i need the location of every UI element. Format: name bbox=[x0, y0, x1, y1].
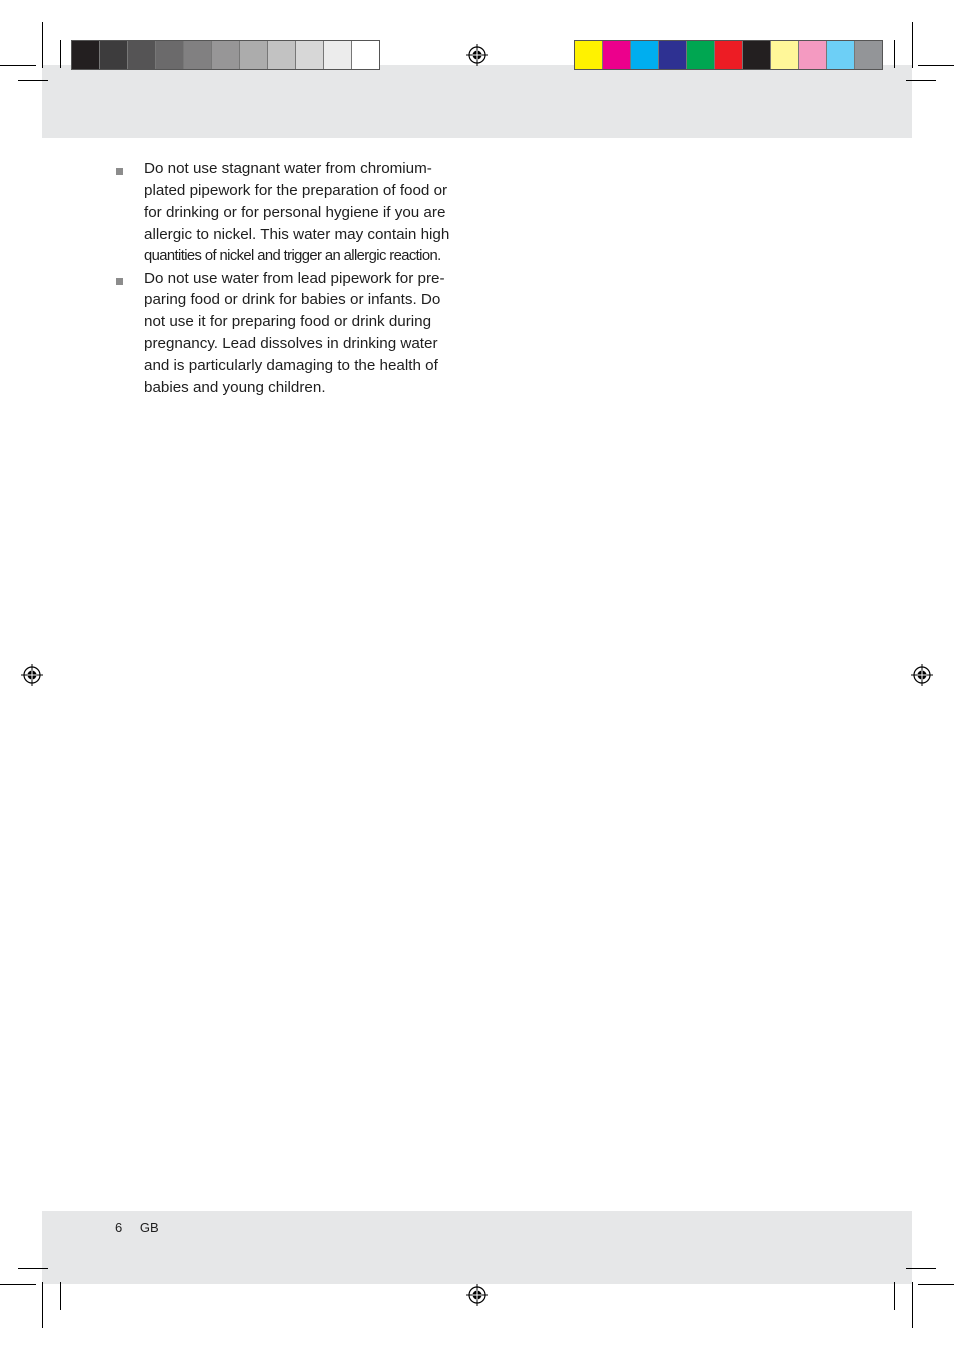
bullet-line: plated pipework for the preparation of food or bbox=[144, 181, 448, 199]
crop-mark bbox=[18, 1268, 48, 1269]
crop-mark bbox=[60, 1282, 61, 1310]
color-swatch bbox=[659, 41, 687, 69]
bullet-square-icon bbox=[116, 278, 123, 285]
color-swatch bbox=[212, 41, 240, 69]
bullet-line: and is particularly damaging to the health of bbox=[144, 357, 438, 375]
color-swatch bbox=[687, 41, 715, 69]
color-swatch bbox=[268, 41, 296, 69]
crop-mark bbox=[906, 1268, 936, 1269]
crop-mark bbox=[912, 22, 913, 68]
color-swatch bbox=[100, 41, 128, 69]
safety-instructions bbox=[116, 158, 476, 399]
bullet-square-icon bbox=[116, 168, 123, 175]
color-swatch bbox=[72, 41, 100, 69]
crop-mark bbox=[918, 65, 954, 66]
crop-mark bbox=[894, 40, 895, 68]
registration-mark-icon bbox=[21, 664, 43, 686]
crop-mark bbox=[912, 1282, 913, 1328]
language-code: GB bbox=[139, 1220, 159, 1235]
registration-mark-icon bbox=[911, 664, 933, 686]
crop-mark bbox=[0, 65, 36, 66]
page-footer bbox=[115, 1220, 159, 1235]
color-swatch bbox=[296, 41, 324, 69]
crop-mark bbox=[18, 80, 48, 81]
bullet-line: babies and young children. bbox=[144, 379, 326, 397]
header-band bbox=[42, 65, 912, 138]
color-swatch bbox=[240, 41, 268, 69]
color-swatch bbox=[771, 41, 799, 69]
color-swatch bbox=[603, 41, 631, 69]
color-swatch bbox=[827, 41, 855, 69]
bullet-line: Do not use stagnant water from chromium- bbox=[144, 160, 432, 177]
color-swatch bbox=[324, 41, 352, 69]
page-number: 6 bbox=[115, 1220, 123, 1235]
color-swatch bbox=[184, 41, 212, 69]
bullet-line: paring food or drink for babies or infants. Do bbox=[144, 291, 441, 309]
bullet-line: Do not use water from lead pipework for pre- bbox=[144, 269, 445, 287]
bullet-line: not use it for preparing food or drink during bbox=[144, 313, 432, 331]
color-swatch bbox=[631, 41, 659, 69]
color-swatch bbox=[715, 41, 743, 69]
registration-mark-icon bbox=[466, 1284, 488, 1306]
bullet-line: quantities of nickel and trigger an allergic reaction. bbox=[144, 247, 441, 264]
crop-mark bbox=[0, 1284, 36, 1285]
bullet-line: for drinking or for personal hygiene if you are bbox=[144, 203, 446, 221]
crop-mark bbox=[918, 1284, 954, 1285]
grayscale-color-bar bbox=[71, 40, 380, 70]
bullet-line: pregnancy. Lead dissolves in drinking water bbox=[144, 335, 438, 353]
color-swatch bbox=[855, 41, 882, 69]
bullet-line: allergic to nickel. This water may contain high bbox=[144, 225, 450, 243]
crop-mark bbox=[42, 22, 43, 68]
color-swatch bbox=[575, 41, 603, 69]
process-color-bar bbox=[574, 40, 883, 70]
list-item bbox=[116, 268, 476, 399]
crop-mark bbox=[906, 80, 936, 81]
crop-mark bbox=[60, 40, 61, 68]
registration-mark-icon bbox=[466, 44, 488, 66]
color-swatch bbox=[799, 41, 827, 69]
crop-mark bbox=[894, 1282, 895, 1310]
list-item bbox=[116, 158, 476, 268]
color-swatch bbox=[352, 41, 379, 69]
color-swatch bbox=[128, 41, 156, 69]
crop-mark bbox=[42, 1282, 43, 1328]
footer-band bbox=[42, 1211, 912, 1284]
color-swatch bbox=[156, 41, 184, 69]
color-swatch bbox=[743, 41, 771, 69]
